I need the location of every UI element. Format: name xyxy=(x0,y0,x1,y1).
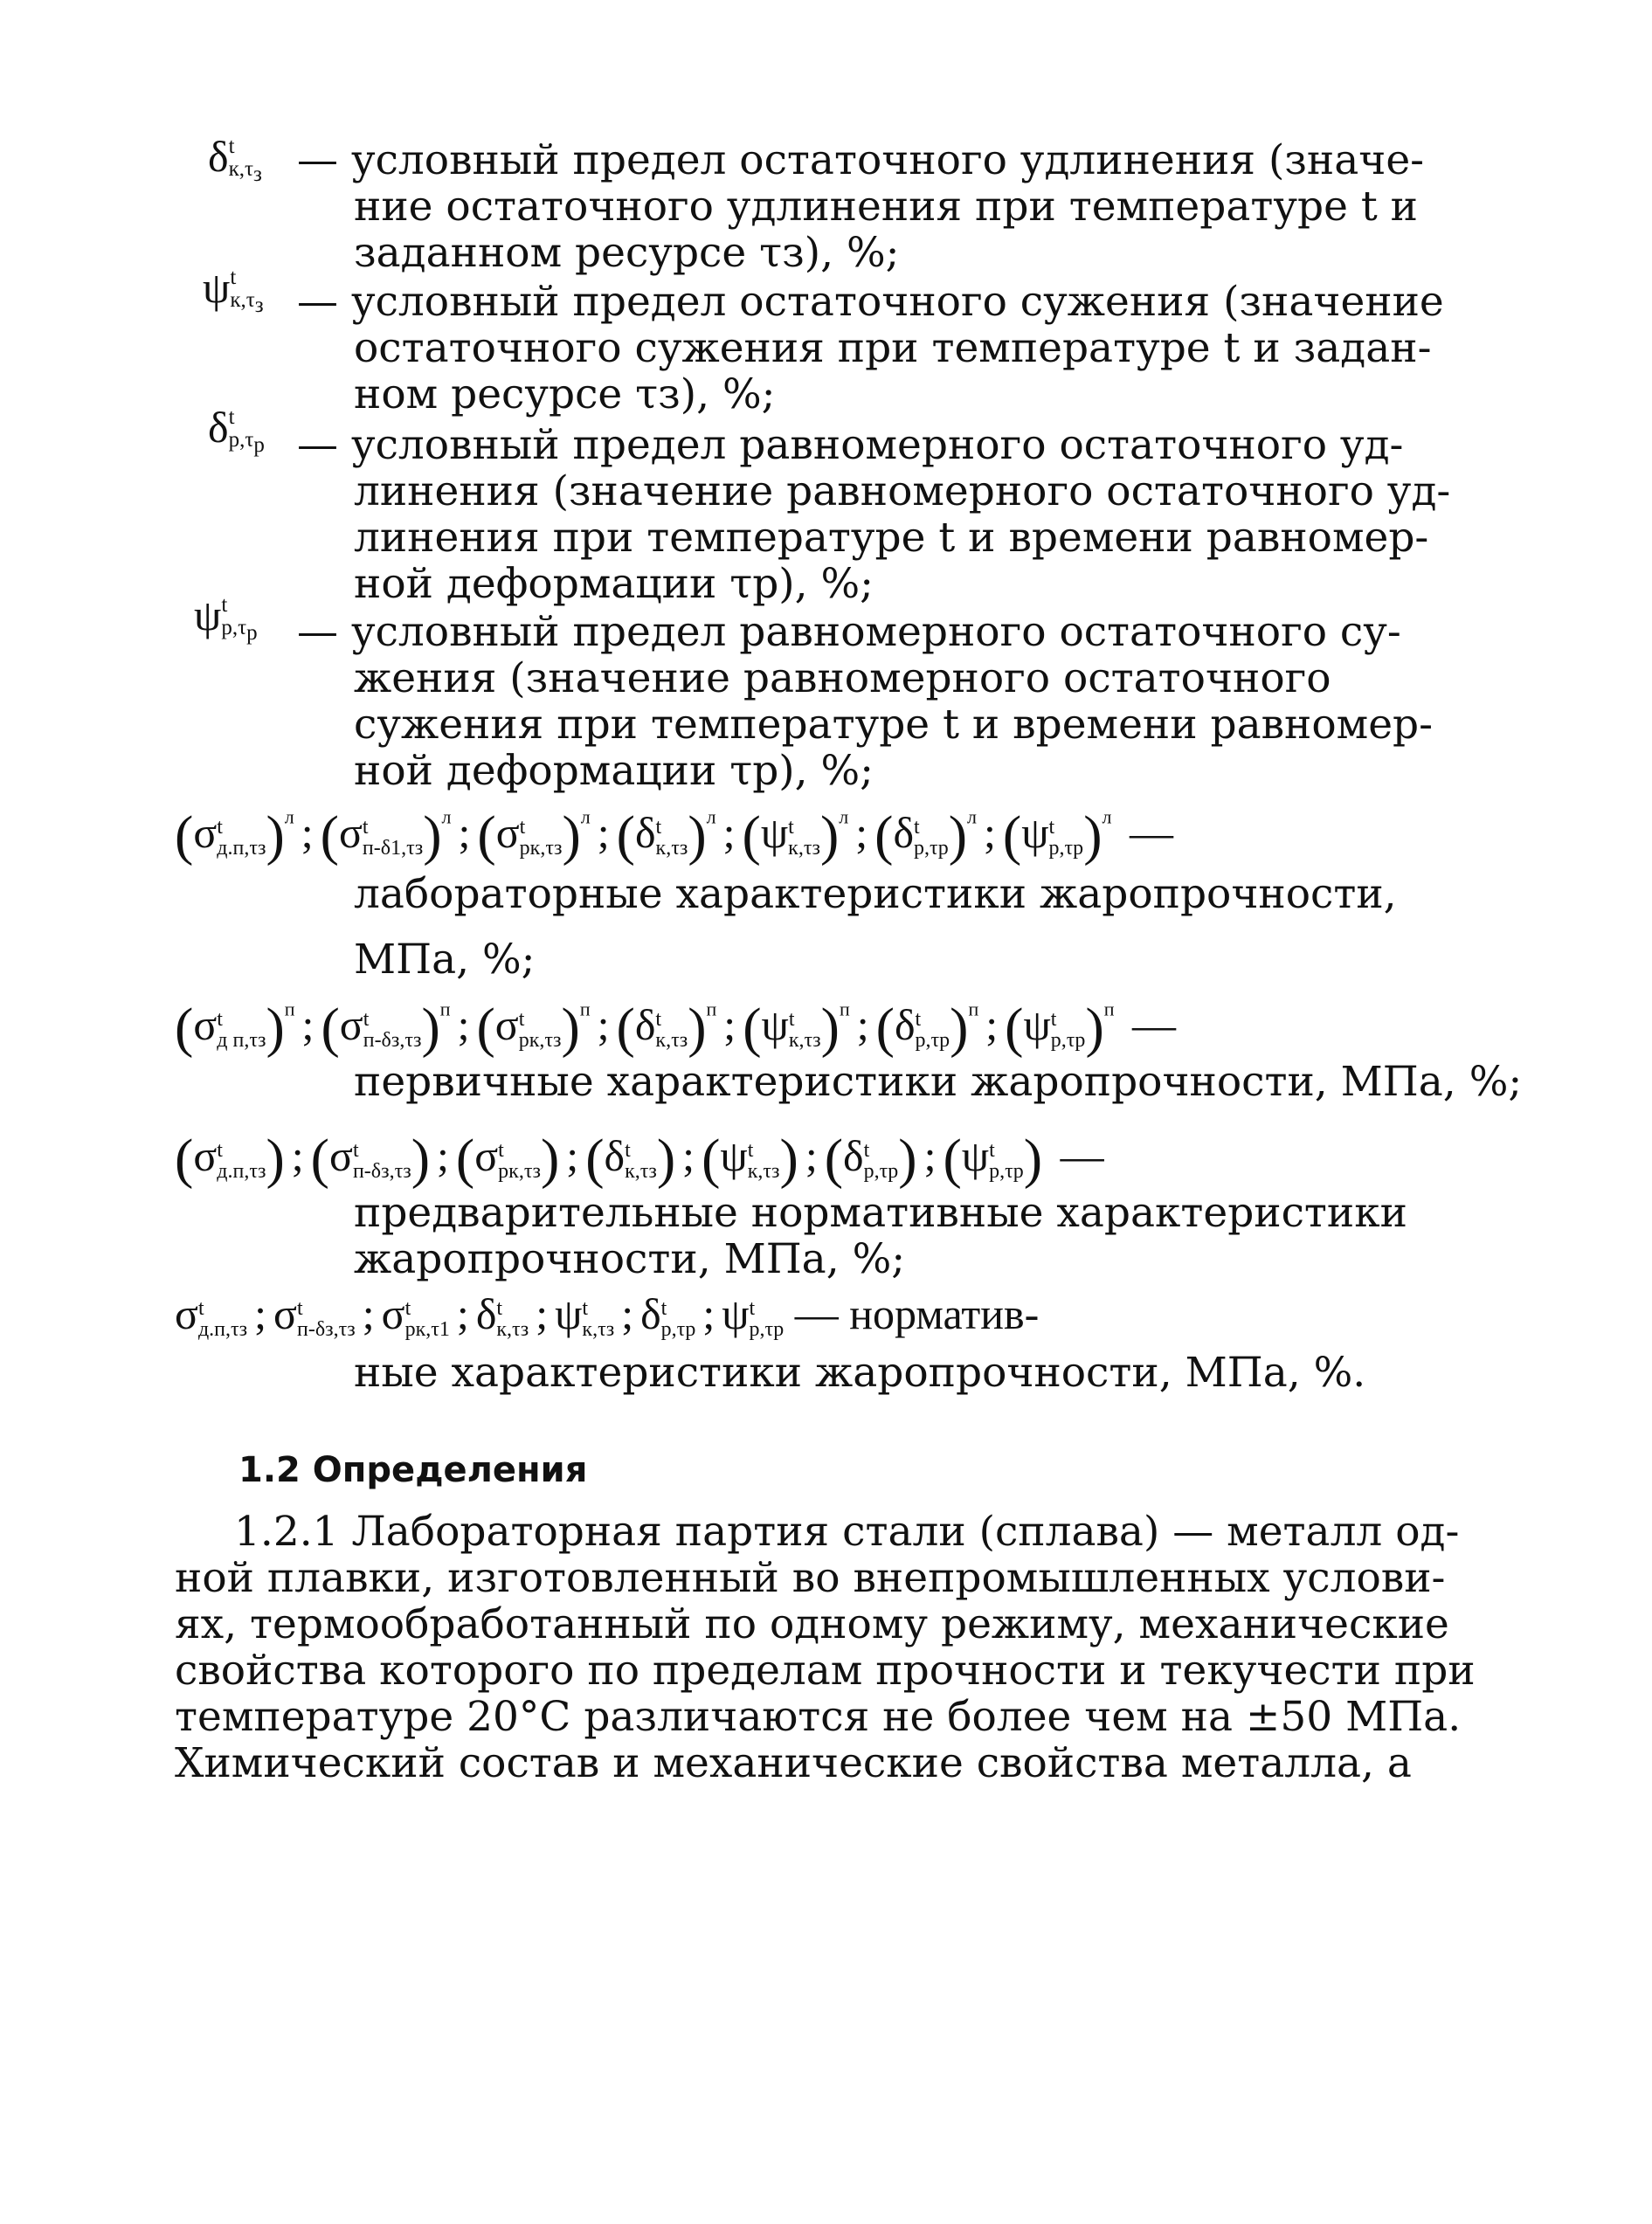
separator: ; xyxy=(702,1289,715,1338)
term-superscript: t xyxy=(788,815,794,839)
characteristic-term xyxy=(585,1128,676,1190)
separator: ; xyxy=(597,808,610,858)
term-subscript: п-δ1,τз xyxy=(362,836,424,860)
term-symbol: δ xyxy=(604,1131,626,1181)
section-line5: температуре 20°С различаются не более чем на ±50 МПа. xyxy=(175,1693,1462,1741)
term-exponent: л xyxy=(706,805,716,828)
close-paren: ) xyxy=(423,805,442,867)
def4-line2: жения (значение равномерного остаточного xyxy=(354,654,1331,702)
term-subscript: р,τр xyxy=(915,1028,950,1052)
open-paren: ( xyxy=(310,1128,329,1190)
term-symbol: σ xyxy=(328,1131,353,1181)
term-symbol: σ xyxy=(494,1000,519,1050)
term-symbol: δ xyxy=(634,808,656,858)
term-superscript: t xyxy=(404,1296,411,1320)
characteristic-term xyxy=(824,1128,917,1190)
term-superscript: t xyxy=(518,1007,525,1031)
term-superscript: t xyxy=(625,1138,631,1162)
term-exponent: п xyxy=(439,998,451,1020)
characteristic-term xyxy=(875,997,979,1059)
group2-line1: первичные характеристики жаропрочности, МПа, %; xyxy=(354,1058,1523,1106)
term-subscript: д.п,τз xyxy=(217,836,266,860)
term-exponent: л xyxy=(1102,805,1112,828)
term-subscript: рк,τз xyxy=(519,836,563,860)
characteristic-term xyxy=(321,997,451,1059)
characteristic-term xyxy=(743,997,850,1059)
open-paren: ( xyxy=(455,1128,475,1190)
final-line2: ные характеристики жаропрочности, МПа, %. xyxy=(354,1349,1366,1397)
def2-line1: — условный предел остаточного сужения (значение xyxy=(297,278,1444,326)
term-subscript: д п,τз xyxy=(217,1028,266,1052)
term-symbol: ψ xyxy=(720,1131,748,1181)
open-paren: ( xyxy=(175,1128,194,1190)
term-symbol: δ xyxy=(893,808,915,858)
term-exponent: п xyxy=(968,998,979,1020)
term-superscript: t xyxy=(496,1296,503,1320)
term-symbol: ψ xyxy=(1021,808,1049,858)
term-subscript: р,τр xyxy=(863,1159,899,1183)
def2-line3: ном ресурсе τз), %; xyxy=(354,370,776,418)
separator: ; xyxy=(301,808,314,858)
term-subscript: к,τз xyxy=(788,836,820,860)
separator: — xyxy=(1121,1000,1177,1050)
term-subscript: к,τз xyxy=(655,1028,688,1052)
term-symbol: σ xyxy=(193,1000,218,1050)
close-paren: ) xyxy=(688,997,707,1059)
term-subscript: к,τз xyxy=(496,1317,529,1341)
close-paren: ) xyxy=(561,997,580,1059)
term-subscript: к,τз xyxy=(655,836,688,860)
subscript: р,τ xyxy=(221,616,247,639)
close-paren: ) xyxy=(266,1128,285,1190)
sub-subscript: з xyxy=(253,162,262,186)
symbol-glyph: ψ xyxy=(194,591,222,639)
sub-subscript: р xyxy=(253,433,265,457)
separator: ; xyxy=(805,1131,818,1181)
term-subscript: к,τз xyxy=(747,1159,780,1183)
close-paren: ) xyxy=(266,997,285,1059)
characteristic-term xyxy=(273,1289,356,1341)
term-subscript: д.п,τз xyxy=(217,1159,266,1183)
final-normative-terms xyxy=(175,1288,1039,1340)
term-symbol: σ xyxy=(339,1000,363,1050)
term-superscript: t xyxy=(747,1138,754,1162)
term-superscript: t xyxy=(655,1007,662,1031)
def1-line1: — условный предел остаточного удлинения (значе- xyxy=(297,136,1425,184)
term-subscript: п-δз,τз xyxy=(363,1028,422,1052)
characteristic-term xyxy=(616,997,717,1059)
characteristic-term xyxy=(616,805,716,867)
def3-line2: линения (значение равномерного остаточного уд- xyxy=(354,467,1451,515)
term-subscript: п-δз,τз xyxy=(297,1317,356,1341)
group3-line1: предварительные нормативные характеристики xyxy=(354,1189,1407,1237)
characteristic-term xyxy=(175,805,294,867)
term-exponent: п xyxy=(706,998,717,1020)
term-symbol: σ xyxy=(273,1289,297,1338)
section-line1: 1.2.1 Лабораторная партия стали (сплава) — металл од- xyxy=(234,1508,1460,1556)
section-line2: ной плавки, изготовленный во внепромышленных услови- xyxy=(175,1554,1446,1602)
separator: ; xyxy=(536,1289,549,1338)
characteristic-term xyxy=(555,1289,615,1341)
term-symbol: σ xyxy=(495,808,520,858)
term-exponent: п xyxy=(579,998,591,1020)
term-exponent: л xyxy=(967,805,977,828)
term-subscript: р,τр xyxy=(1048,836,1084,860)
term-symbol: σ xyxy=(193,808,218,858)
characteristic-term xyxy=(640,1289,696,1341)
open-paren: ( xyxy=(874,805,894,867)
characteristic-term xyxy=(874,805,977,867)
close-paren: ) xyxy=(820,997,840,1059)
term-exponent: п xyxy=(1103,998,1115,1020)
separator: — xyxy=(1118,808,1173,858)
symbol-delta-k xyxy=(208,131,262,186)
sub-subscript: з xyxy=(254,294,264,317)
term-superscript: t xyxy=(749,1296,756,1320)
characteristic-term xyxy=(175,997,295,1059)
close-paren: ) xyxy=(1083,805,1102,867)
symbol-glyph: ψ xyxy=(203,263,231,312)
term-symbol: σ xyxy=(175,1289,198,1338)
term-exponent: л xyxy=(839,805,849,828)
term-superscript: t xyxy=(217,815,223,839)
separator: ; xyxy=(362,1289,375,1338)
term-superscript: t xyxy=(1050,1007,1057,1031)
characteristic-term xyxy=(475,1289,529,1341)
close-paren: ) xyxy=(819,805,840,867)
separator: ; xyxy=(722,808,736,858)
term-symbol: δ xyxy=(634,1000,656,1050)
term-symbol: δ xyxy=(894,1000,916,1050)
term-exponent: л xyxy=(580,805,591,828)
term-symbol: ψ xyxy=(761,1000,789,1050)
characteristic-term xyxy=(1005,997,1115,1059)
def2-line2: остаточного сужения при температуре t и задан- xyxy=(354,324,1432,372)
separator: ; xyxy=(621,1289,634,1338)
open-paren: ( xyxy=(616,805,635,867)
symbol-psi-k xyxy=(203,262,264,317)
close-paren: ) xyxy=(421,997,440,1059)
characteristic-term xyxy=(455,1128,560,1190)
separator: ; xyxy=(566,1131,579,1181)
term-superscript: t xyxy=(217,1138,223,1162)
section-line6: Химический состав и механические свойства металла, а xyxy=(175,1739,1412,1787)
symbol-glyph: δ xyxy=(208,403,229,452)
open-paren: ( xyxy=(742,805,761,867)
separator: ; xyxy=(682,1131,695,1181)
open-paren: ( xyxy=(320,805,339,867)
separator: ; xyxy=(254,1289,267,1338)
term-superscript: t xyxy=(297,1296,303,1320)
section-heading: 1.2 Определения xyxy=(238,1450,588,1490)
characteristic-term xyxy=(310,1128,430,1190)
symbol-psi-p xyxy=(194,590,258,645)
superscript: t xyxy=(221,592,228,617)
separator: ; xyxy=(984,808,996,858)
term-subscript: р,τр xyxy=(914,836,949,860)
close-paren: ) xyxy=(540,1128,560,1190)
def4-line3: сужения при температуре t и времени равномер- xyxy=(354,701,1434,749)
separator: ; xyxy=(457,1000,470,1050)
separator: ; xyxy=(723,1000,736,1050)
term-subscript: п-δз,τз xyxy=(352,1159,411,1183)
characteristic-term xyxy=(381,1289,450,1341)
characteristic-term xyxy=(722,1289,785,1341)
open-paren: ( xyxy=(616,997,635,1059)
group-laboratory-terms xyxy=(175,804,1180,868)
term-superscript: t xyxy=(519,815,526,839)
close-paren: ) xyxy=(1085,997,1104,1059)
term-subscript: к,τз xyxy=(788,1028,821,1052)
group3-line2: жаропрочности, МПа, %; xyxy=(354,1235,906,1283)
term-symbol: σ xyxy=(193,1131,218,1181)
group-preliminary-terms xyxy=(175,1127,1111,1191)
open-paren: ( xyxy=(743,997,762,1059)
final-trail: — норматив- xyxy=(784,1289,1040,1338)
group1-line2: МПа, %; xyxy=(354,936,536,984)
superscript: t xyxy=(228,404,235,429)
open-paren: ( xyxy=(943,1128,962,1190)
separator: ; xyxy=(597,1000,610,1050)
term-subscript: к,τз xyxy=(582,1317,615,1341)
term-superscript: t xyxy=(582,1296,589,1320)
term-symbol: δ xyxy=(640,1289,661,1338)
close-paren: ) xyxy=(266,805,285,867)
def4-line4: ной деформации τр), %; xyxy=(354,747,874,795)
characteristic-term xyxy=(175,1289,248,1341)
open-paren: ( xyxy=(477,805,496,867)
term-exponent: л xyxy=(441,805,452,828)
term-symbol: σ xyxy=(338,808,363,858)
separator: ; xyxy=(301,1000,315,1050)
term-superscript: t xyxy=(363,1007,370,1031)
separator: ; xyxy=(923,1131,937,1181)
separator: ; xyxy=(437,1131,449,1181)
def3-line3: линения при температуре t и времени равномер- xyxy=(354,514,1429,562)
def4-line1: — условный предел равномерного остаточного су- xyxy=(297,608,1401,656)
superscript: t xyxy=(228,134,235,158)
term-superscript: t xyxy=(863,1138,870,1162)
term-superscript: t xyxy=(197,1296,204,1320)
subscript: к,τ xyxy=(228,157,254,181)
close-paren: ) xyxy=(779,1128,798,1190)
term-exponent: п xyxy=(839,998,850,1020)
term-superscript: t xyxy=(788,1007,795,1031)
open-paren: ( xyxy=(1005,997,1024,1059)
term-superscript: t xyxy=(915,1007,922,1031)
separator: ; xyxy=(855,808,868,858)
close-paren: ) xyxy=(948,805,968,867)
open-paren: ( xyxy=(1002,805,1022,867)
term-symbol: σ xyxy=(474,1131,499,1181)
term-superscript: t xyxy=(660,1296,667,1320)
separator: ; xyxy=(291,1131,304,1181)
open-paren: ( xyxy=(824,1128,844,1190)
characteristic-term xyxy=(702,1128,798,1190)
close-paren: ) xyxy=(411,1128,430,1190)
sub-subscript: р xyxy=(246,621,258,645)
def3-line4: ной деформации τр), %; xyxy=(354,560,874,608)
term-superscript: t xyxy=(217,1007,223,1031)
term-symbol: σ xyxy=(381,1289,405,1338)
term-subscript: рк,τз xyxy=(498,1159,541,1183)
section-line3: ях, термообработанный по одному режиму, механические xyxy=(175,1600,1449,1648)
term-symbol: ψ xyxy=(555,1289,583,1338)
close-paren: ) xyxy=(562,805,581,867)
term-superscript: t xyxy=(498,1138,504,1162)
term-superscript: t xyxy=(362,815,369,839)
def1-line2: ние остаточного удлинения при температуре t и xyxy=(354,183,1419,231)
term-superscript: t xyxy=(655,815,662,839)
characteristic-term xyxy=(477,805,591,867)
close-paren: ) xyxy=(898,1128,917,1190)
term-superscript: t xyxy=(1048,815,1055,839)
open-paren: ( xyxy=(175,805,194,867)
symbol-delta-p xyxy=(208,402,265,457)
open-paren: ( xyxy=(476,997,495,1059)
close-paren: ) xyxy=(656,1128,676,1190)
term-symbol: ψ xyxy=(961,1131,990,1181)
characteristic-term xyxy=(320,805,452,867)
open-paren: ( xyxy=(875,997,895,1059)
term-symbol: δ xyxy=(843,1131,864,1181)
section-line4: свойства которого по пределам прочности и текучести при xyxy=(175,1647,1476,1695)
close-paren: ) xyxy=(688,805,707,867)
term-subscript: р,τр xyxy=(989,1159,1024,1183)
term-subscript: к,τз xyxy=(625,1159,657,1183)
separator: ; xyxy=(985,1000,999,1050)
close-paren: ) xyxy=(1023,1128,1043,1190)
superscript: t xyxy=(230,265,237,289)
open-paren: ( xyxy=(321,997,340,1059)
open-paren: ( xyxy=(175,997,194,1059)
term-exponent: п xyxy=(284,998,295,1020)
characteristic-term xyxy=(476,997,591,1059)
open-paren: ( xyxy=(585,1128,605,1190)
term-subscript: рк,τ1 xyxy=(404,1317,450,1341)
term-subscript: д.п,τз xyxy=(197,1317,248,1341)
subscript: к,τ xyxy=(230,288,255,312)
separator: — xyxy=(1049,1131,1104,1181)
term-exponent: л xyxy=(284,805,294,828)
term-symbol: ψ xyxy=(1023,1000,1051,1050)
separator: ; xyxy=(456,1289,469,1338)
characteristic-term xyxy=(943,1128,1043,1190)
group-primary-terms xyxy=(175,996,1183,1060)
separator: ; xyxy=(458,808,471,858)
term-subscript: р,τр xyxy=(1050,1028,1086,1052)
term-subscript: р,τр xyxy=(660,1317,696,1341)
def3-line1: — условный предел равномерного остаточного уд- xyxy=(297,421,1404,469)
term-symbol: δ xyxy=(475,1289,497,1338)
subscript: р,τ xyxy=(228,428,254,452)
term-symbol: ψ xyxy=(760,808,789,858)
characteristic-term xyxy=(742,805,849,867)
group1-line1: лабораторные характеристики жаропрочности, xyxy=(354,870,1397,918)
open-paren: ( xyxy=(702,1128,721,1190)
symbol-glyph: δ xyxy=(208,132,229,181)
term-superscript: t xyxy=(914,815,920,839)
close-paren: ) xyxy=(950,997,969,1059)
term-symbol: ψ xyxy=(722,1289,750,1338)
characteristic-term xyxy=(175,1128,285,1190)
separator: ; xyxy=(856,1000,869,1050)
def1-line3: заданном ресурсе τз), %; xyxy=(354,229,900,277)
characteristic-term xyxy=(1002,805,1112,867)
term-superscript: t xyxy=(352,1138,359,1162)
term-subscript: р,τр xyxy=(749,1317,785,1341)
term-superscript: t xyxy=(989,1138,995,1162)
term-subscript: рк,τз xyxy=(518,1028,562,1052)
